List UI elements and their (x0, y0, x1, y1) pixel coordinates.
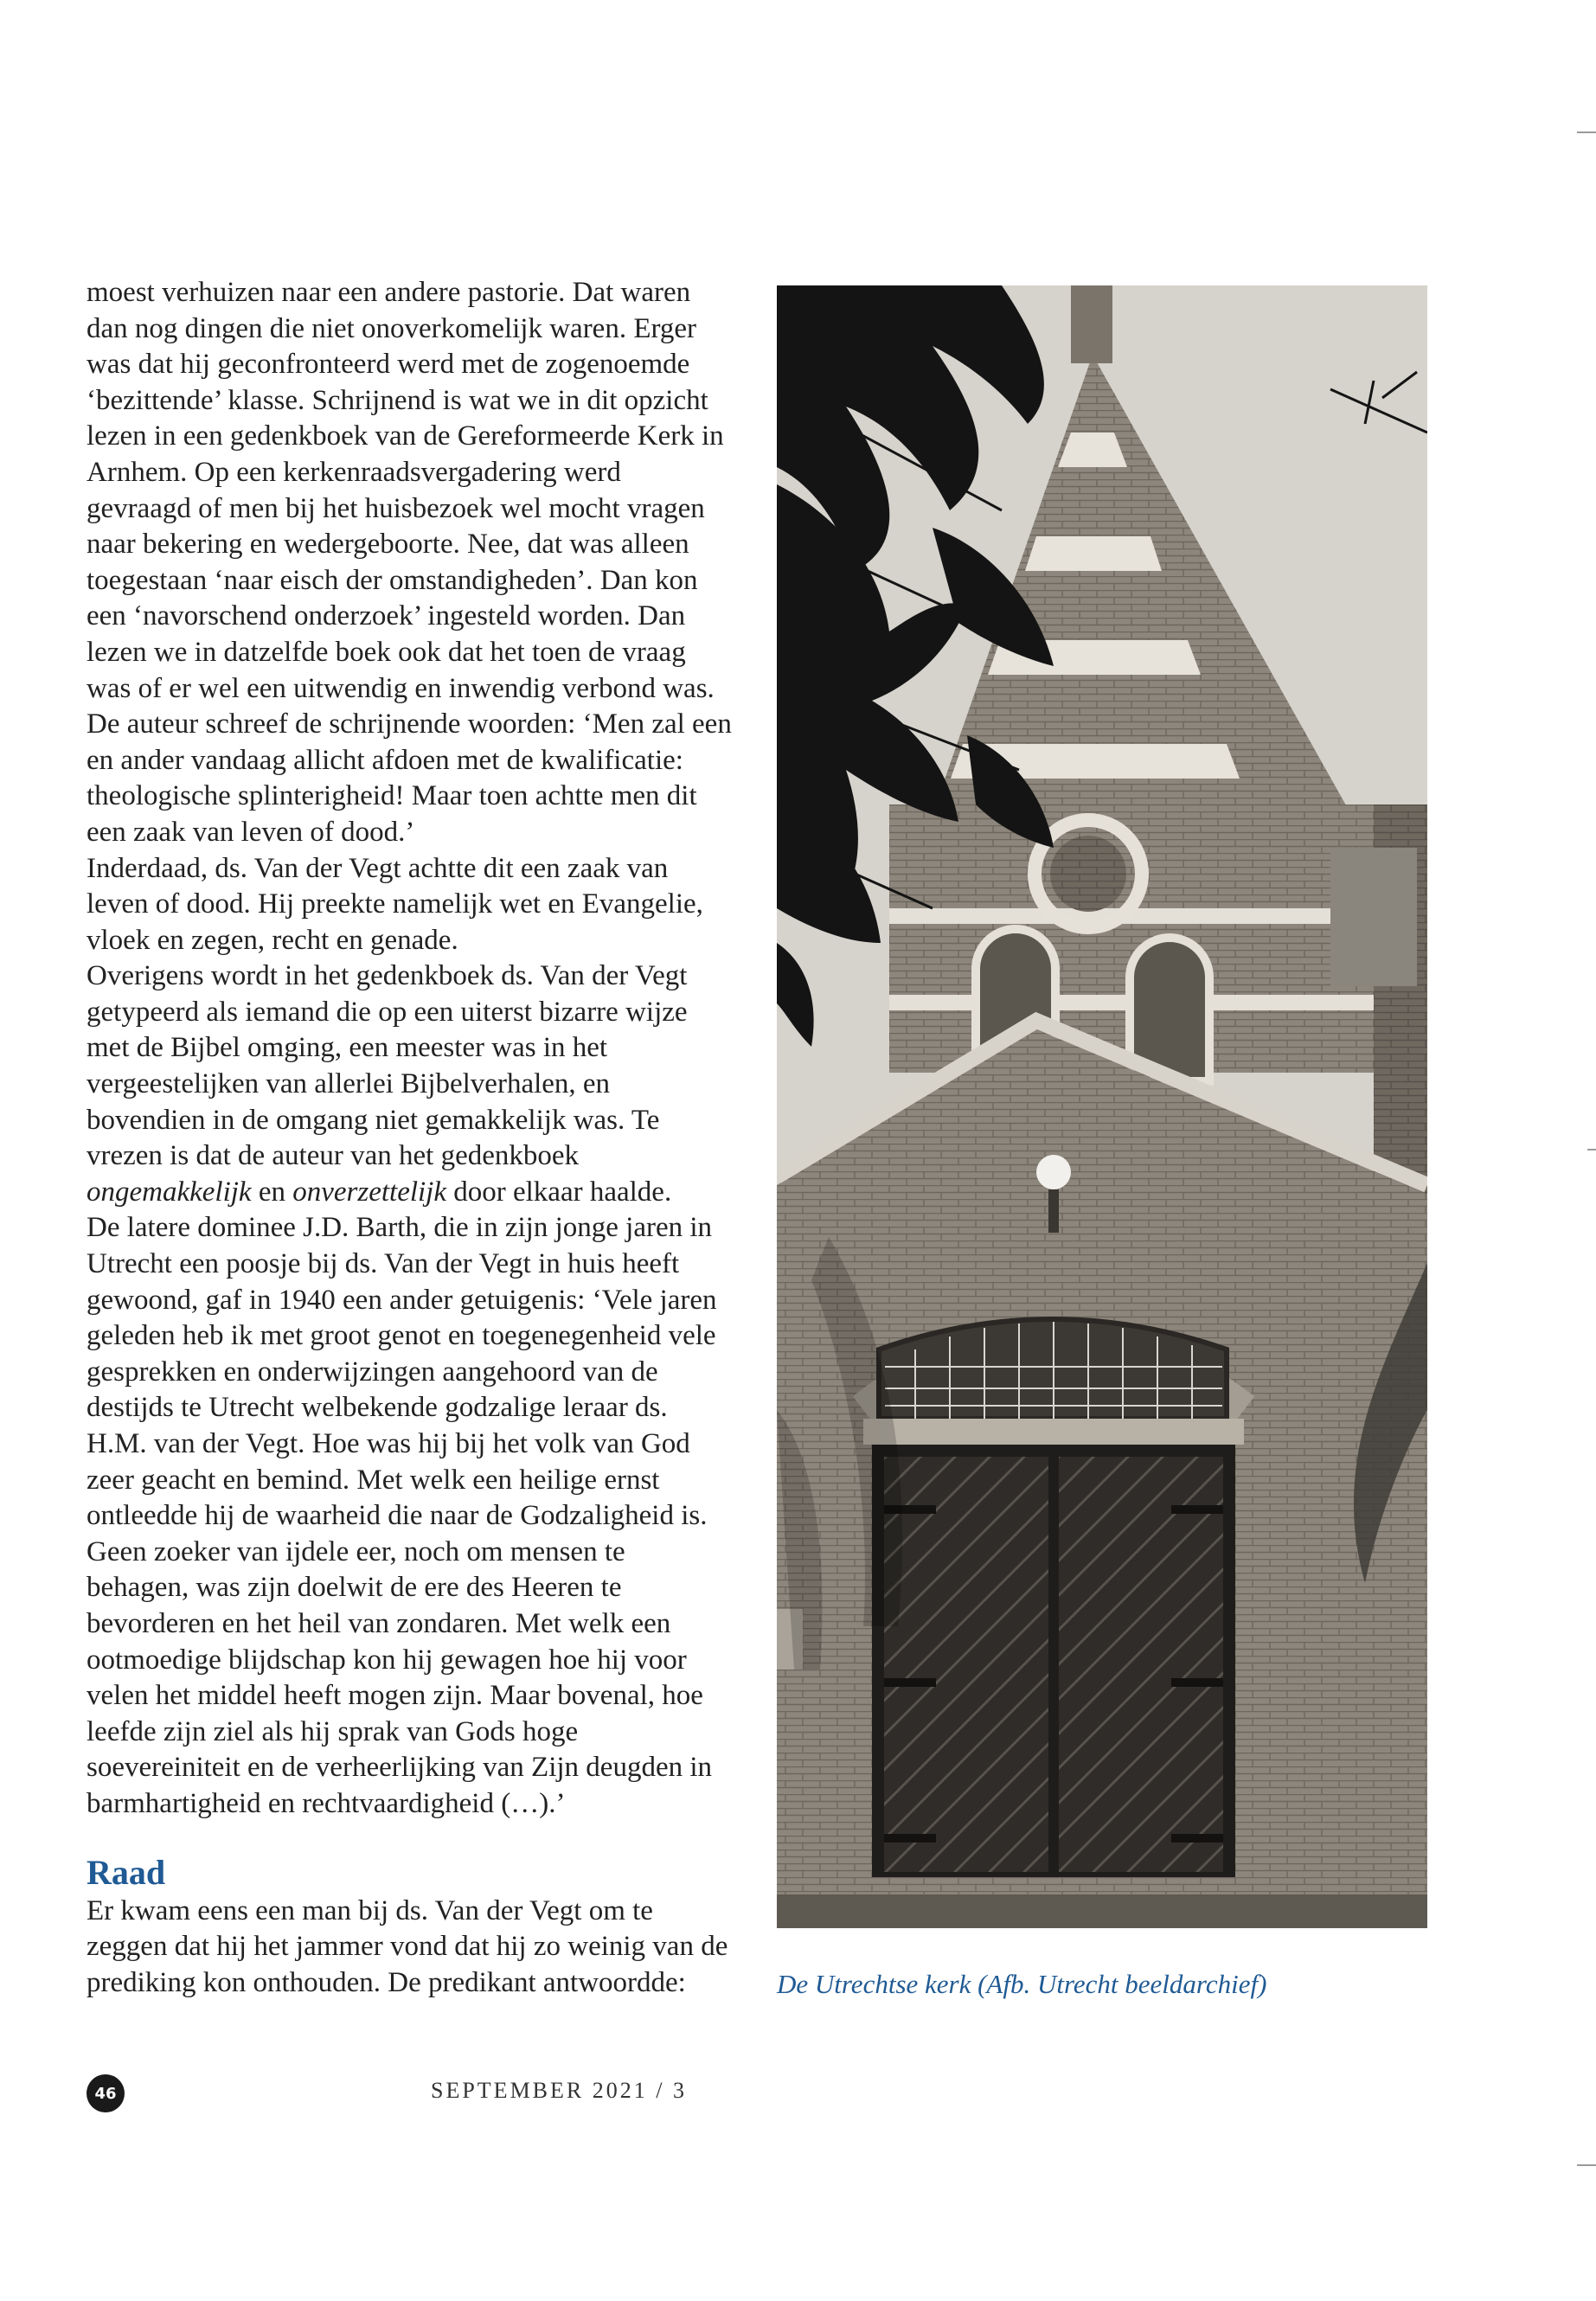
page-number-badge: 46 (87, 2074, 125, 2112)
photo-caption: De Utrechtse kerk (Afb. Utrecht beeldarchief) (777, 1969, 1267, 1999)
paragraph-with-emphasis (87, 958, 732, 1210)
text-run: door elkaar haalde. (446, 1176, 672, 1208)
emphasis-ongemakkelijk: ongemakkelijk (87, 1176, 252, 1208)
section-heading: Raad (87, 1852, 166, 1892)
crop-mark-middle (1587, 1149, 1596, 1150)
text-run: Overigens wordt in het gedenkboek ds. Van der Vegt getypeerd als iemand die op een uiterst bizarre wijze met de Bijbel omging, een meester was in het vergeestelijken van allerlei Bijbelverhalen, en bovendien in de omgang niet gemakkelijk was. Te vrezen is dat de auteur van het gedenkboek (87, 960, 688, 1172)
church-photo (777, 285, 1427, 1928)
paragraph: Inderdaad, ds. Van der Vegt achtte dit een zaak van leven of dood. Hij preekte namelijk wet en Evangelie, vloek en zegen, recht en genade. (87, 852, 703, 956)
emphasis-onverzettelijk: onverzettelijk (292, 1176, 446, 1208)
article-text-column (87, 275, 732, 2001)
paragraph: Er kwam eens een man bij ds. Van der Vegt om te zeggen dat hij het jammer vond dat hij zo weinig van de prediking kon onthouden. De predikant antwoordde: (87, 1894, 728, 1998)
crop-mark-top (1577, 131, 1596, 133)
paragraph-barth-quote: De latere dominee J.D. Barth, die in zijn jonge jaren in Utrecht een poosje bij ds. Van der Vegt in huis heeft gewoond, gaf in 1940 een ander getuigenis: ‘Vele jaren geleden heb ik met groot genot en toegenegenheid vele gesprekken en onderwijzingen aangehoord van de destijds te Utrecht welbekende godzalige leraar ds. H.M. van der Vegt. Hoe was hij bij het volk van God zeer geacht en bemind. Met welk een heilige ernst ontleedde hij de waarheid die naar de Godzaligheid is. Geen zoeker van ijdele eer, noch om mensen te behagen, was zijn doelwit de ere des Heeren te bevorderen en het heil van zondaren. Met welk een ootmoedige blijdschap kon hij gewagen hoe hij voor velen het middel heeft mogen zijn. Maar bovenal, hoe leefde zijn ziel als hij sprak van Gods hoge soevereiniteit en de verheerlijking van Zijn deugden in barmhartigheid en rechtvaardigheid (…).’ (87, 1212, 717, 1819)
crop-mark-bottom (1577, 2164, 1596, 2166)
church-photo-illustration (777, 285, 1427, 1928)
text-run: en (251, 1176, 293, 1208)
paragraph: moest verhuizen naar een andere pastorie. Dat waren dan nog dingen die niet onoverkomelijk waren. Erger was dat hij geconfronteerd werd met de zogenoemde ‘bezittende’ klasse. Schrijnend is wat we in dit opzicht lezen in een gedenkboek van de Gereformeerde Kerk in Arnhem. Op een kerkenraadsvergadering werd gevraagd of men bij het huisbezoek wel mocht vragen naar bekering en wedergeboorte. Nee, dat was alleen toegestaan ‘naar eisch der omstandigheden’. Dan kon een ‘navorschend onderzoek’ ingesteld worden. Dan lezen we in datzelfde boek ook dat het toen de vraag was of er wel een uitwendig en inwendig verbond was. De auteur schreef de schrijnende woorden: ‘Men zal een en ander vandaag allicht afdoen met de kwalificatie: theologische splinterigheid! Maar toen achtte men dit een zaak van leven of dood.’ (87, 277, 732, 848)
footer-issue: SEPTEMBER 2021 / 3 (431, 2078, 687, 2103)
